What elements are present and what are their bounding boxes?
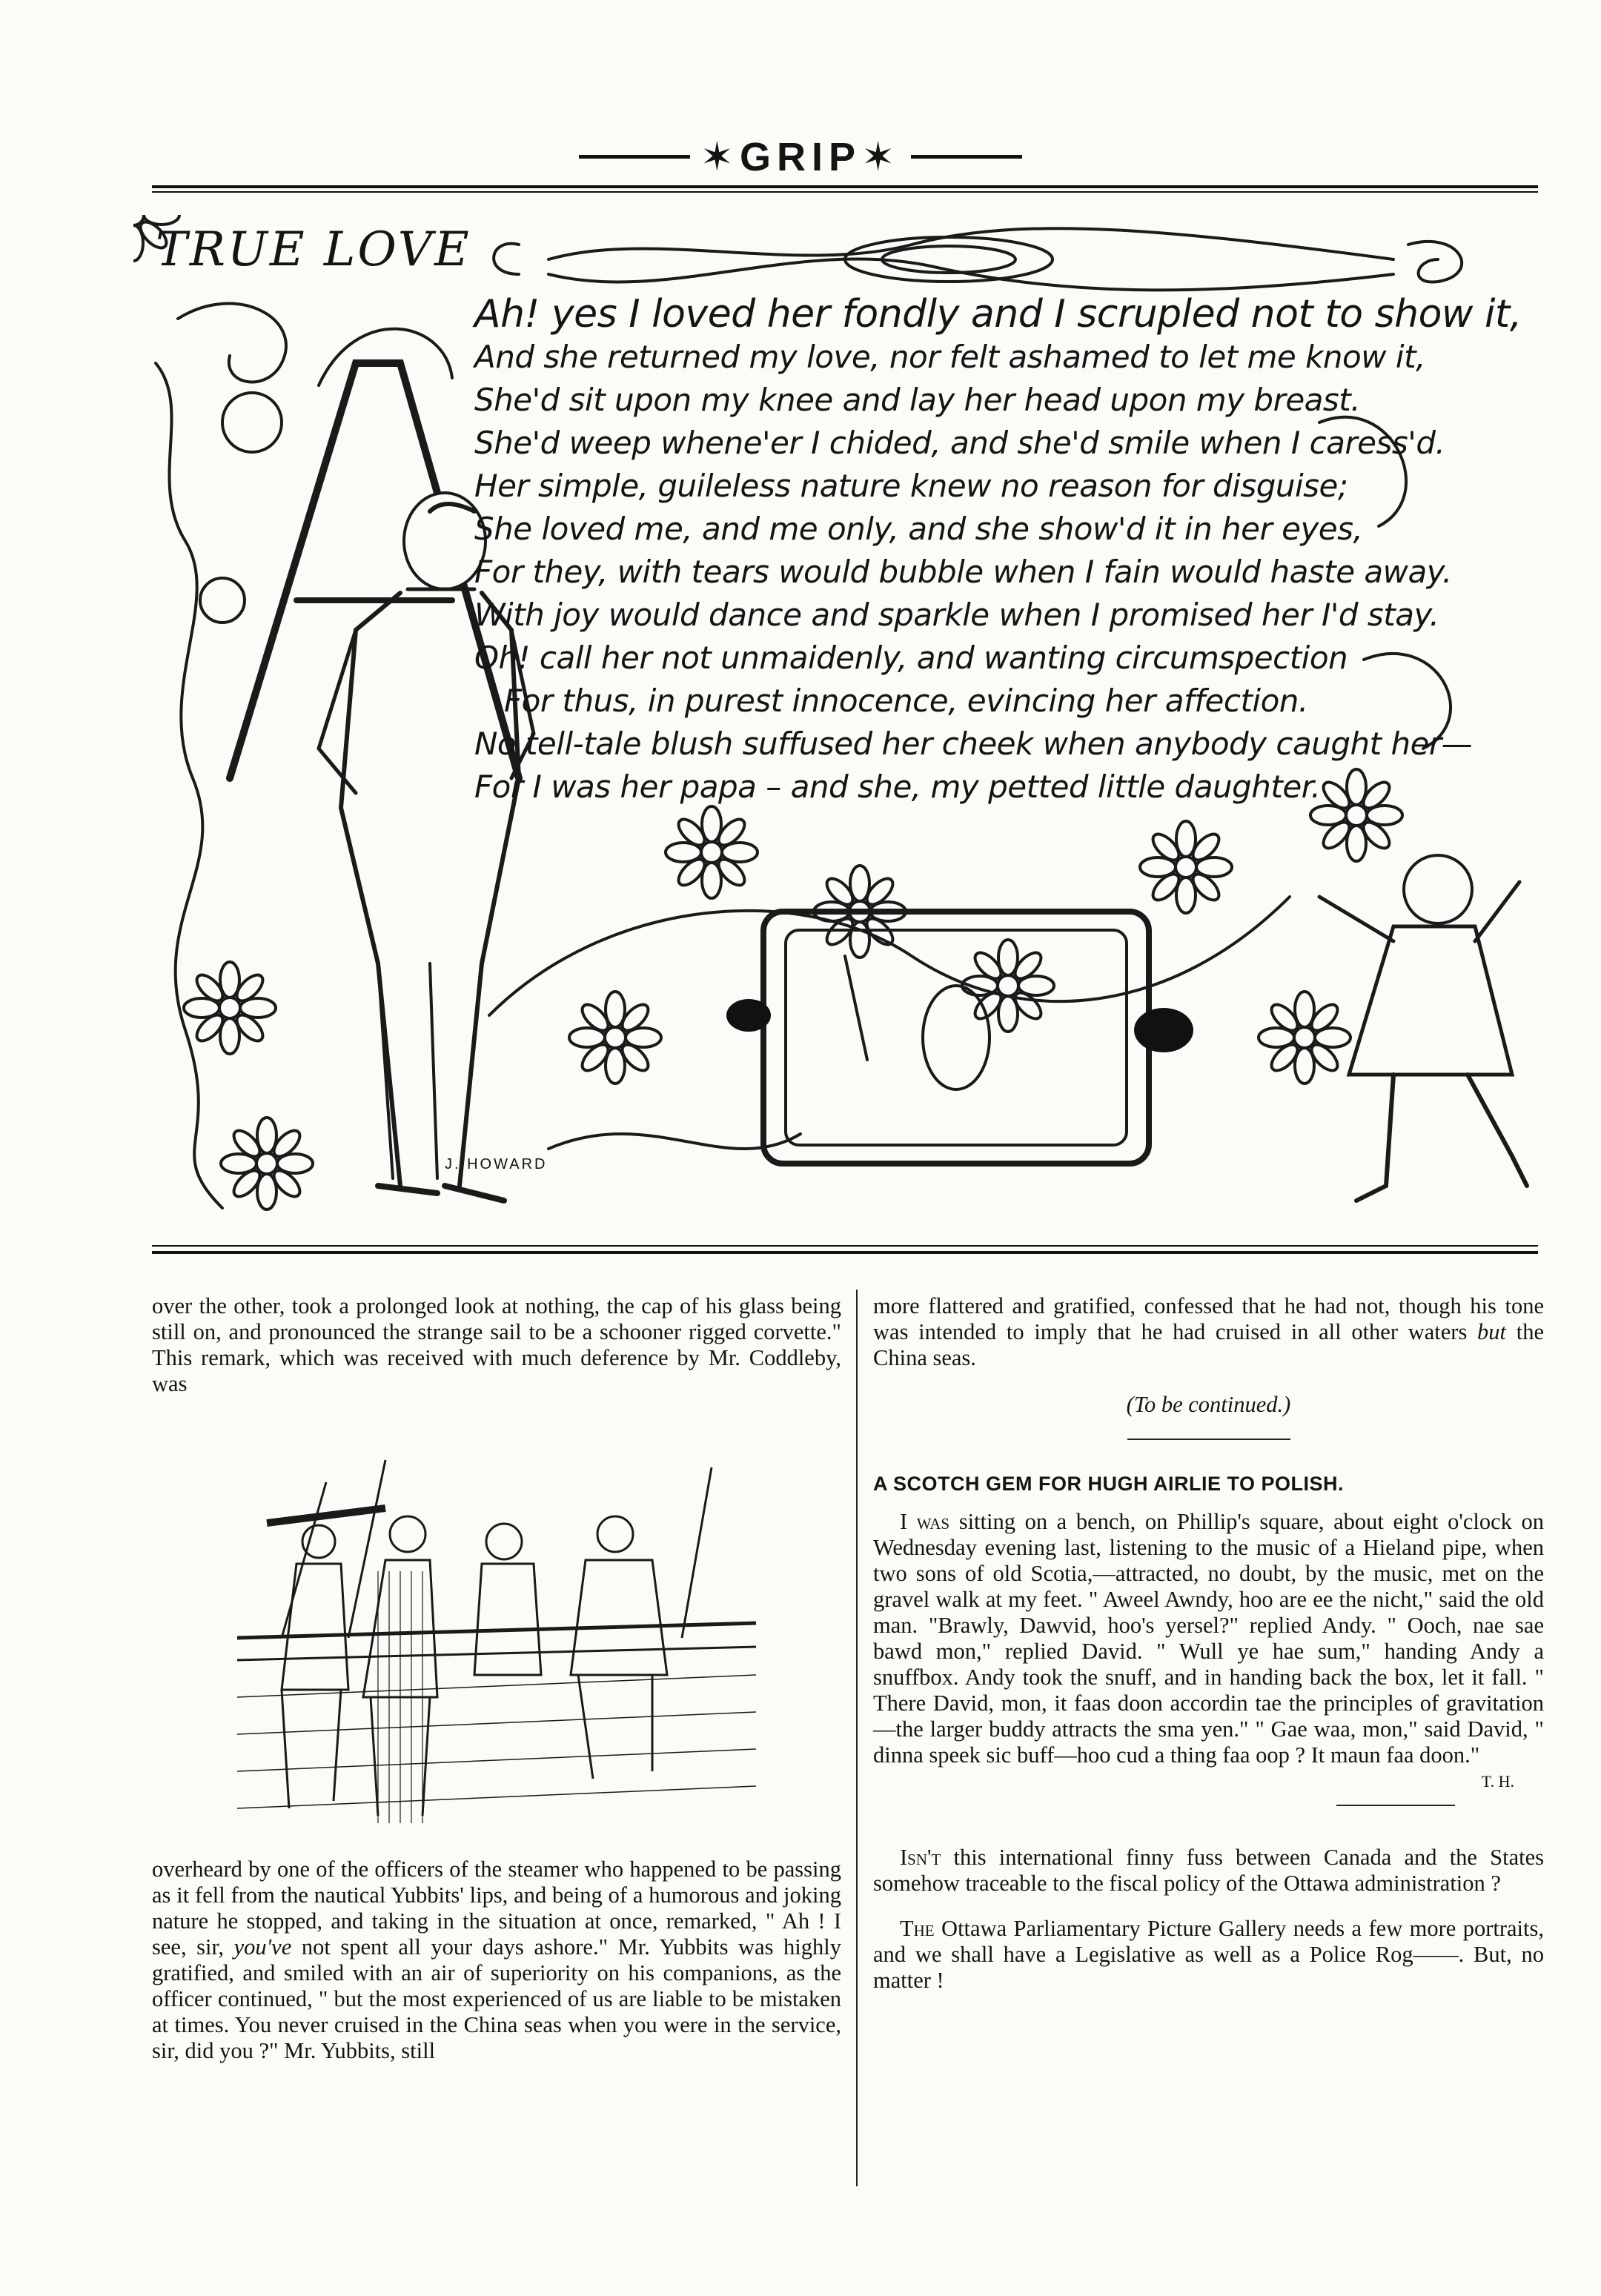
left-para-2 [152, 1857, 841, 2064]
poem [474, 292, 1522, 809]
section-divider [1336, 1805, 1455, 1806]
poem-line: For they, with tears would bubble when I fain would haste away. [474, 554, 1452, 590]
left-column-top [152, 1293, 841, 1397]
section-divider [1127, 1439, 1290, 1440]
poem-line: Her simple, guileless nature knew no reason for disguise; [474, 468, 1348, 504]
right-continuation-text-b: the China seas. [873, 1319, 1544, 1370]
right-continuation [873, 1293, 1544, 1371]
mid-rule [152, 1245, 1538, 1247]
item-picture-gallery-lead: The [900, 1916, 935, 1941]
illustration-title: TRUE LOVE [156, 222, 471, 277]
left-column-bottom [152, 1857, 841, 2064]
mid-rule-thick [152, 1251, 1538, 1254]
column-divider [856, 1290, 858, 2186]
left-para-2-emphasis: you've [233, 1934, 292, 1960]
poem-line: For I was her papa – and she, my petted little daughter. [474, 769, 1321, 805]
masthead [0, 133, 1601, 180]
poem-line: Oh! call her not unmaidenly, and wanting circumspection [474, 640, 1348, 676]
item-finny-fuss-lead: Isn't [900, 1845, 941, 1870]
item-finny-fuss [873, 1845, 1544, 1897]
left-para-2-text-b: not spent all your days ashore." Mr. Yubbits was highly gratified, and smiled with an air of superiority on his companions, as the officer continued, " but the most experienced of us are liable to be mistaken at times. You never cruised in the China seas when you were in the service, sir, did you ?" Mr. Yubbits, still [152, 1934, 841, 2063]
artist-signature: J. HOWARD [445, 1156, 548, 1172]
scotch-gem-text: sitting on a bench, on Phillip's square, about eight o'clock on Wednesday evening last, listening to the music of a Hieland pipe, when two sons of old Scotia,—attracted, no doubt, by the music, met on the gravel walk at my feet. " Aweel Awndy, hoo are ee the nicht," said the old man. "Brawly, Dawvid, hoo's yersel?" replied Andy. " Ooch, nae sae bawd mon," replied David. " Wull ye hae sum," handing Andy a snuffbox. Andy took the snuff, and in handing back the box, let it fall. " There David, mon, it faas doon accordin tae the principles of gravitation—the larger buddy attracts the sma yen." " Gae waa, mon," said David, " dinna speek sic buff—hoo cud a thing faa oop ? It maun faa doon." [873, 1509, 1544, 1768]
to-be-continued: (To be continued.) [1126, 1392, 1291, 1417]
masthead-rule-right [911, 155, 1022, 159]
poem-line: She loved me, and me only, and she show'd it in her eyes, [474, 511, 1363, 547]
item-picture-gallery [873, 1916, 1544, 1994]
left-para-2-text-a: overheard by one of the officers of the steamer who happened to be passing as it fell from the nautical Yubbits' lips, and being of a humorous and joking nature he stopped, and taking in the situation at once, remarked, " Ah ! I see, sir, [152, 1857, 841, 1960]
scotch-gem-signature: T. H. [1481, 1772, 1514, 1791]
poem-line: And she returned my love, nor felt ashamed to let me know it, [474, 339, 1425, 375]
poem-line: She'd sit upon my knee and lay her head upon my breast. [474, 382, 1361, 418]
right-column [873, 1293, 1544, 1994]
poem-line: No tell-tale blush suffused her cheek when anybody caught her— [474, 726, 1473, 762]
scotch-gem-heading: A SCOTCH GEM FOR HUGH AIRLIE TO POLISH. [873, 1473, 1345, 1495]
item-finny-fuss-text: this international finny fuss between Canada and the States somehow traceable to the fiscal policy of the Ottawa administration ? [873, 1845, 1544, 1896]
top-rule [152, 185, 1538, 188]
left-para-1: over the other, took a prolonged look at nothing, the cap of his glass being still on, and pronounced the strange sail to be a schooner rigged corvette." This remark, which was received with much deference by Mr. Coddleby, was [152, 1293, 841, 1396]
poem-line: With joy would dance and sparkle when I promised her I'd stay. [474, 597, 1439, 633]
item-picture-gallery-text: Ottawa Parliamentary Picture Gallery needs a few more portraits, and we shall have a Legislative as well as a Police Rog——. But, no matter ! [873, 1916, 1544, 1993]
masthead-rule-left [579, 155, 690, 159]
masthead-title: ✶GRIP✶ [700, 135, 901, 179]
poem-line: For thus, in purest innocence, evincing her affection. [504, 683, 1308, 719]
top-rule-thin [152, 191, 1538, 193]
ship-deck-illustration [237, 1453, 756, 1838]
masthead-title-text: GRIP [739, 135, 862, 179]
right-continuation-emphasis: but [1477, 1319, 1507, 1344]
poem-line: Ah! yes I loved her fondly and I scrupled not to show it, [474, 292, 1522, 336]
right-continuation-text-a: more flattered and gratified, confessed that he had not, though his tone was intended to imply that he had cruised in all other waters [873, 1293, 1544, 1344]
scotch-gem-body [873, 1509, 1544, 1768]
scotch-gem-lead: I was [900, 1509, 950, 1534]
poem-line: She'd weep whene'er I chided, and she'd smile when I caress'd. [474, 425, 1445, 461]
